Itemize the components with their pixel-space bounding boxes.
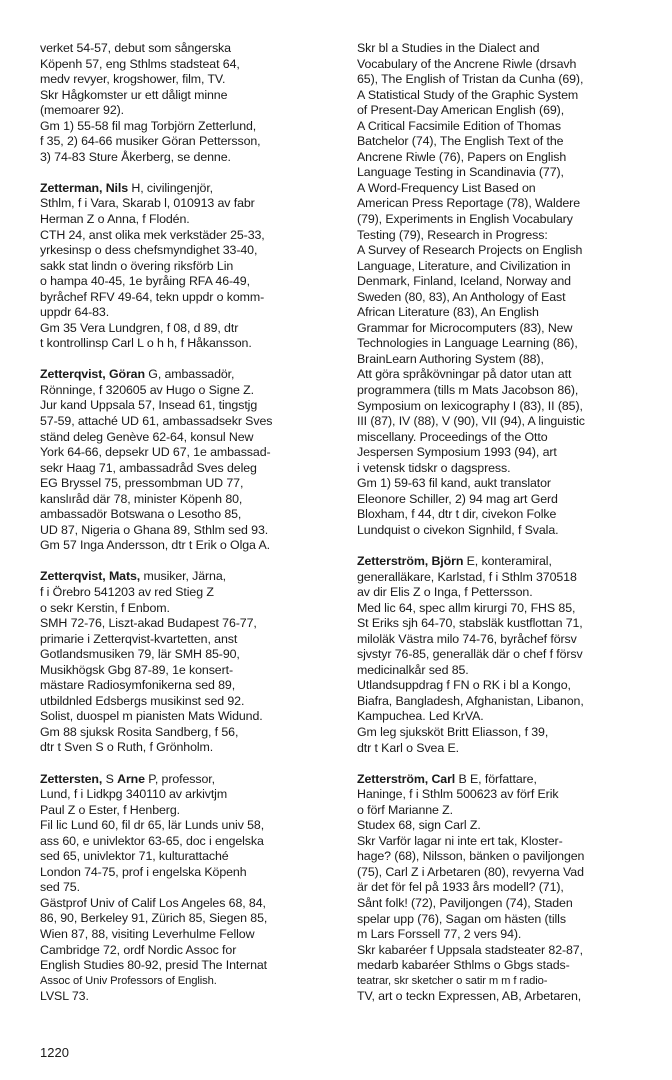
entry-surname: Zetterström,	[357, 554, 429, 568]
entry-given-name: Mats,	[108, 569, 141, 584]
text-line: sakk stat lindn o övering riksförb Lin	[40, 258, 234, 273]
text-line: Ancrene Riwle (76), Papers on English	[357, 149, 567, 164]
text-line: A Word-Frequency List Based on	[357, 180, 536, 195]
text-line: Technologies in Language Learning (86),	[357, 336, 578, 351]
text-line: ständ deleg Genève 62-64, konsul New	[40, 429, 254, 444]
entry-given-name: Nils	[105, 180, 129, 195]
entry-heading	[40, 569, 332, 585]
right-column	[357, 41, 647, 1020]
entry-surname: Zetterman,	[40, 180, 103, 195]
text-line: Herman Z o Anna, f Flodén.	[40, 211, 190, 226]
entry-surname: Zetterström,	[357, 771, 429, 786]
entry-heading	[40, 181, 332, 197]
text-line: Batchelor (74), The English Text of the	[357, 134, 564, 149]
text-line-small: Assoc of Univ Professors of English.	[40, 974, 217, 987]
text-line: A Survey of Research Projects on English	[357, 243, 583, 258]
text-line: CTH 24, anst olika mek verkstäder 25-33,	[40, 227, 265, 242]
text-line: Language, Literature, and Civilization in	[357, 258, 571, 273]
text-line: (memoarer 92).	[40, 103, 124, 118]
text-line: miloläk Västra milo 74-76, byråchef försv	[357, 631, 577, 646]
text-line: är det för fel på 1933 års modell? (71),	[357, 880, 564, 895]
text-line: 57-59, attaché UD 61, ambassadsekr Sves	[40, 414, 273, 429]
text-line: Solist, duospel m pianisten Mats Widund.	[40, 709, 263, 724]
text-line: sed 75.	[40, 880, 80, 895]
text-line: utbildnled Edsbergs musikinst sed 92.	[40, 693, 245, 708]
text-line: o sekr Kerstin, f Enbom.	[40, 600, 170, 615]
text-line: Kampuchea. Led KrVA.	[357, 709, 484, 724]
text-line: London 74-75, prof i engelska Köpenh	[40, 864, 247, 879]
entry-heading-rest: P, professor,	[144, 771, 215, 786]
text-line: yrkesinsp o dess chefsmyndighet 33-40,	[40, 243, 258, 258]
entry-heading	[40, 367, 332, 383]
text-line: Biafra, Bangladesh, Afghanistan, Libanon,	[357, 693, 584, 708]
text-line: primarie i Zetterqvist-kvartetten, anst	[40, 631, 238, 646]
text-line: Gm 57 Inga Andersson, dtr t Erik o Olga A.	[40, 538, 270, 553]
text-line: Gm 1) 59-63 fil kand, aukt translator	[357, 476, 551, 491]
entry-heading-rest: B E, författare,	[455, 771, 537, 786]
text-line: Lund, f i Lidkpg 340110 av arkivtjm	[40, 787, 228, 802]
text-line: Symposium on lexicography I (83), II (85),	[357, 398, 583, 413]
text-line: 86, 90, Berkeley 91, Zürich 85, Siegen 85,	[40, 911, 268, 926]
text-line: f 35, 2) 64-66 musiker Göran Pettersson,	[40, 134, 261, 149]
entry-heading-rest: musiker, Järna,	[140, 569, 226, 584]
text-line: Att göra språkövningar på dator utan att	[357, 367, 572, 382]
text-line: A Statistical Study of the Graphic System	[357, 87, 579, 102]
text-line: medicinalkår sed 85.	[357, 662, 469, 677]
text-line: Gästprof Univ of Calif Los Angeles 68, 84,	[40, 895, 266, 910]
entry-given-name: Björn	[431, 554, 464, 568]
entry-given-name: Carl	[431, 771, 456, 786]
text-line: Skr Hågkomster ur ett dåligt minne	[40, 87, 228, 102]
text-line: of Present-Day American English (69),	[357, 103, 565, 118]
text-line: programmera (tills m Mats Jacobson 86),	[357, 383, 579, 398]
text-line: uppdr 64-83.	[40, 305, 110, 320]
entry-heading-rest: G, ambassadör,	[144, 367, 235, 382]
entry-zettersten-arne	[40, 772, 332, 1005]
entry-zetterstrom-carl	[357, 772, 647, 1005]
text-line: Skr bl a Studies in the Dialect and	[357, 41, 540, 55]
left-column	[40, 41, 332, 1020]
text-line: Sweden (80, 83), An Anthology of East	[357, 289, 566, 304]
text-line: Gm 1) 55-58 fil mag Torbjörn Zetterlund,	[40, 118, 257, 133]
text-line: Denmark, Finland, Iceland, Norway and	[357, 274, 571, 289]
text-line: Cambridge 72, ordf Nordic Assoc for	[40, 942, 237, 957]
entry-given-name: Göran	[108, 367, 145, 382]
text-line: Jur kand Uppsala 57, Insead 61, tingstjg	[40, 398, 258, 413]
text-line: medv revyer, krogshower, film, TV.	[40, 72, 226, 87]
text-line: EG Bryssel 75, pressombman UD 77,	[40, 476, 244, 491]
text-line: miscellany. Proceedings of the Otto	[357, 429, 548, 444]
text-line: Bloxham, f 44, dtr t dir, civekon Folke	[357, 507, 557, 522]
entry-surname: Zetterqvist,	[40, 569, 106, 584]
text-line: sjvstyr 76-85, generalläk där o chef f försv	[357, 647, 583, 662]
entry-given-name: Arne	[117, 771, 145, 786]
text-line: Gm 88 sjuksk Rosita Sandberg, f 56,	[40, 724, 239, 739]
text-line: dtr t Karl o Svea E.	[357, 740, 459, 755]
text-line: Sthlm, f i Vara, Skarab l, 010913 av fabr	[40, 196, 255, 211]
text-line-small: teatrar, skr sketcher o satir m m f radio-	[357, 974, 548, 987]
text-line: Haninge, f i Sthlm 500623 av förf Erik	[357, 787, 559, 802]
text-line: dtr t Sven S o Ruth, f Grönholm.	[40, 740, 214, 755]
text-line: medarb kabaréer Sthlms o Gbgs stads-	[357, 958, 570, 973]
text-line: LVSL 73.	[40, 989, 89, 1004]
text-line: Skr kabaréer f Uppsala stadsteater 82-87,	[357, 942, 583, 957]
text-line: ass 60, e univlektor 63-65, doc i engelska	[40, 833, 264, 848]
text-line: byråchef RFV 49-64, tekn uppdr o komm-	[40, 289, 265, 304]
text-line: ambassadör Botswana o Lesotho 85,	[40, 507, 242, 522]
text-line: III (87), IV (88), V (90), VII (94), A linguistic	[357, 414, 585, 429]
text-line: Rönninge, f 320605 av Hugo o Signe Z.	[40, 382, 254, 397]
text-line: SMH 72-76, Liszt-akad Budapest 76-77,	[40, 616, 257, 631]
text-line: av dir Elis Z o Inga, f Pettersson.	[357, 585, 533, 600]
text-line: UD 87, Nigeria o Ghana 89, Sthlm sed 93.	[40, 522, 269, 537]
text-line: Testing (79), Research in Progress:	[357, 227, 548, 242]
entry-heading	[357, 554, 647, 570]
entry-heading	[357, 772, 647, 788]
entry-zetterqvist-goran	[40, 367, 332, 554]
text-line: t kontrollinsp Carl L o h h, f Håkansson.	[40, 336, 252, 351]
text-line: St Eriks sjh 64-70, stabsläk kustflottan 71,	[357, 616, 583, 631]
text-line: York 64-66, depsekr UD 67, 1e ambassad-	[40, 445, 271, 460]
text-line: Paul Z o Ester, f Henberg.	[40, 802, 180, 817]
text-line: kanslıråd där 78, minister Köpenh 80,	[40, 491, 243, 506]
text-line: American Press Reportage (78), Waldere	[357, 196, 580, 211]
entry-heading	[40, 772, 332, 788]
text-line: i vetensk tidskr o dagspress.	[357, 460, 511, 475]
text-line: English Studies 80-92, presid The Internat	[40, 958, 268, 973]
text-line: TV, art o teckn Expressen, AB, Arbetaren,	[357, 989, 582, 1004]
entry-zetterstrom-bjorn	[357, 554, 647, 756]
text-line: verket 54-57, debut som sångerska	[40, 41, 231, 55]
entry-heading-rest: H, civilingenjör,	[128, 180, 214, 195]
text-line: Utlandsuppdrag f FN o RK i bl a Kongo,	[357, 678, 571, 693]
text-line: sed 65, univlektor 71, kulturattaché	[40, 849, 229, 864]
text-line: Med lic 64, spec allm kirurgi 70, FHS 85,	[357, 600, 576, 615]
entry-heading-rest: E, konteramiral,	[463, 554, 552, 568]
text-line: Vocabulary of the Ancrene Riwle (drsavh	[357, 56, 577, 71]
entry-zetterman-nils	[40, 181, 332, 352]
text-line: Köpenh 57, eng Sthlms stadsteat 64,	[40, 56, 240, 71]
text-line: Gotlandsmusiken 79, lär SMH 85-90,	[40, 647, 240, 662]
text-line: 3) 74-83 Sture Åkerberg, se denne.	[40, 149, 231, 164]
text-line: Language Testing in Scandinavia (77),	[357, 165, 564, 180]
text-line: hage? (68), Nilsson, bänken o paviljongen	[357, 849, 585, 864]
text-line: BrainLearn Authoring System (88),	[357, 351, 544, 366]
text-line: Grammar for Microcomputers (83), New	[357, 320, 573, 335]
text-line: sekr Haag 71, ambassadråd Sves deleg	[40, 460, 257, 475]
text-line: Sånt folk! (72), Paviljongen (74), Staden	[357, 895, 573, 910]
text-line: o hampa 40-45, 1e byråing RFA 46-49,	[40, 274, 250, 289]
text-line: 65), The English of Tristan da Cunha (69),	[357, 72, 584, 87]
text-line: Gm 35 Vera Lundgren, f 08, d 89, dtr	[40, 320, 239, 335]
text-line: mästare Radiosymfonikerna sed 89,	[40, 678, 236, 693]
text-line: Fil lic Lund 60, fil dr 65, lär Lunds univ 58,	[40, 818, 265, 833]
text-line: Skr Varför lagar ni inte ert tak, Kloster-	[357, 833, 563, 848]
entry-continuation	[40, 41, 332, 165]
text-line: (75), Carl Z i Arbetaren (80), revyerna Vad	[357, 864, 584, 879]
entry-surname: Zettersten,	[40, 771, 103, 786]
text-line: m Lars Forssell 77, 2 vers 94).	[357, 927, 522, 942]
text-line: f i Örebro 541203 av red Stieg Z	[40, 585, 214, 599]
text-line: Jespersen Symposium 1993 (94), art	[357, 445, 557, 460]
text-line: Wien 87, 88, visiting Leverhulme Fellow	[40, 926, 255, 941]
entry-continuation	[357, 41, 647, 539]
page-number: 1220	[40, 1045, 69, 1060]
text-line: Musikhögsk Gbg 87-89, 1e konsert-	[40, 662, 233, 677]
text-line: A Critical Facsimile Edition of Thomas	[357, 118, 561, 133]
text-line: o förf Marianne Z.	[357, 802, 453, 817]
text-line: Eleonore Schiller, 2) 94 mag art Gerd	[357, 491, 558, 506]
text-line: African Literature (83), An English	[357, 305, 539, 320]
entry-zetterqvist-mats	[40, 569, 332, 756]
text-line: generalläkare, Karlstad, f i Sthlm 370518	[357, 569, 577, 584]
entry-surname: Zetterqvist,	[40, 367, 106, 382]
text-line: Lundquist o civekon Signhild, f Svala.	[357, 522, 559, 537]
text-line: spelar upp (76), Sagan om hästen (tills	[357, 911, 566, 926]
entry-given-prefix: S	[102, 771, 118, 786]
text-line: Gm leg sjuksköt Britt Eliasson, f 39,	[357, 725, 549, 740]
text-line: (79), Experiments in English Vocabulary	[357, 212, 573, 227]
text-line: Studex 68, sign Carl Z.	[357, 818, 481, 833]
